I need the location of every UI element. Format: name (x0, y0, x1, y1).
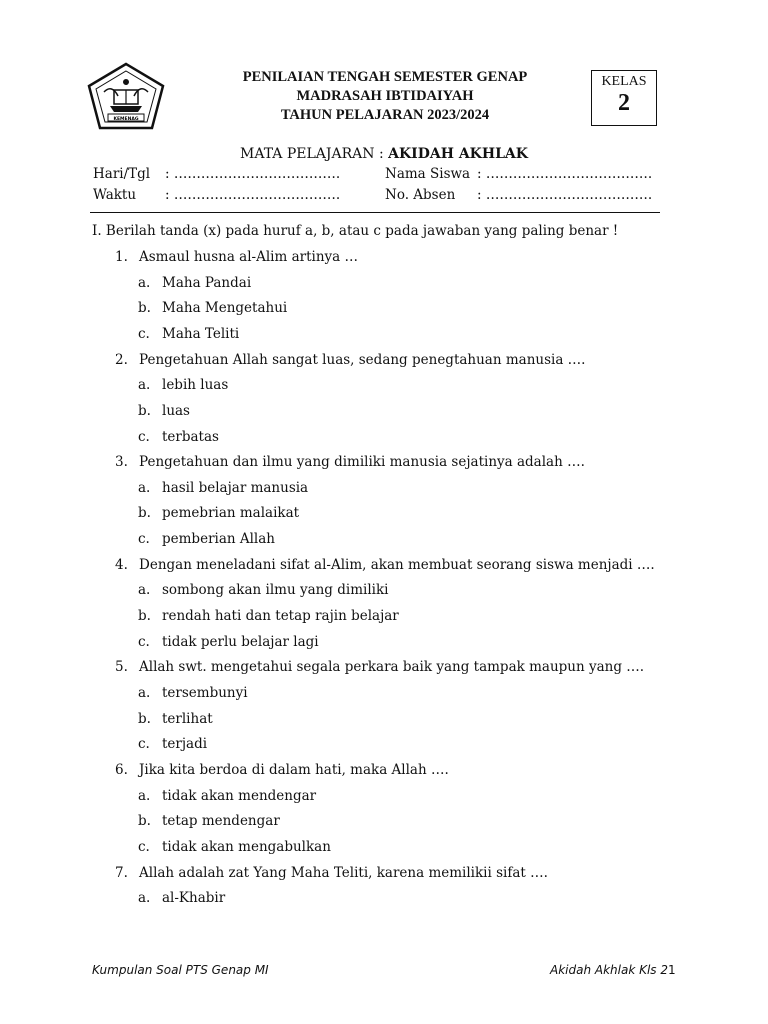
option-letter: c. (138, 736, 150, 752)
exam-header (170, 68, 600, 125)
option-letter: b. (138, 711, 151, 727)
option-text: tidak perlu belajar lagi (162, 634, 319, 650)
option-4b[interactable] (138, 608, 399, 624)
waktu-field[interactable]: : ………………………………. (165, 187, 341, 203)
option-5b[interactable] (138, 711, 213, 727)
option-text: tidak akan mengabulkan (162, 839, 331, 855)
option-1a[interactable] (138, 275, 251, 291)
option-7a[interactable] (138, 890, 225, 906)
question-number: 3. (115, 454, 128, 470)
option-text: Maha Teliti (162, 326, 240, 342)
instruction: I. Berilah tanda (x) pada huruf a, b, atau c pada jawaban yang paling benar ! (92, 223, 619, 239)
subject-line (0, 146, 768, 162)
question-text: Allah adalah zat Yang Maha Teliti, karena memilikii sifat …. (139, 865, 548, 881)
footer-right: Akidah Akhlak Kls 2 (550, 963, 669, 977)
option-text: al-Khabir (162, 890, 226, 906)
option-6a[interactable] (138, 788, 316, 804)
option-2b[interactable] (138, 403, 190, 419)
option-letter: c. (138, 531, 150, 547)
absen-field[interactable]: : ………………………………. (477, 187, 653, 203)
question-4 (115, 557, 655, 573)
question-3 (115, 454, 585, 470)
option-letter: c. (138, 326, 150, 342)
option-letter: b. (138, 813, 151, 829)
option-text: terbatas (162, 429, 219, 445)
option-5a[interactable] (138, 685, 248, 701)
option-letter: b. (138, 300, 151, 316)
question-text: Asmaul husna al-Alim artinya … (139, 249, 358, 265)
question-5 (115, 659, 644, 675)
kelas-label: KELAS (601, 74, 647, 89)
footer-left: Kumpulan Soal PTS Genap MI (92, 963, 269, 977)
option-letter: b. (138, 608, 151, 624)
option-text: tidak akan mendengar (162, 788, 317, 804)
option-letter: a. (138, 275, 151, 291)
option-letter: a. (138, 377, 151, 393)
option-6b[interactable] (138, 813, 280, 829)
option-text: pemberian Allah (162, 531, 275, 547)
question-2 (115, 352, 585, 368)
nama-label: Nama Siswa (385, 166, 471, 182)
logo-text: KEMENAG (113, 117, 139, 122)
option-letter: c. (138, 429, 150, 445)
option-6c[interactable] (138, 839, 331, 855)
option-letter: a. (138, 685, 151, 701)
subject-label: MATA PELAJARAN : (240, 146, 389, 162)
option-text: terlihat (162, 711, 213, 727)
option-text: luas (162, 403, 190, 419)
option-text: sombong akan ilmu yang dimiliki (162, 582, 389, 598)
option-2a[interactable] (138, 377, 228, 393)
question-7 (115, 865, 548, 881)
option-text: terjadi (162, 736, 208, 752)
option-text: Maha Mengetahui (162, 300, 288, 316)
waktu-label: Waktu (93, 187, 137, 203)
kelas-value: 2 (618, 90, 630, 116)
option-letter: b. (138, 403, 151, 419)
page-number: 1 (668, 963, 676, 977)
question-text: Pengetahuan Allah sangat luas, sedang penegtahuan manusia …. (139, 352, 586, 368)
option-3c[interactable] (138, 531, 275, 547)
question-text: Pengetahuan dan ilmu yang dimiliki manusia sejatinya adalah …. (139, 454, 585, 470)
question-6 (115, 762, 449, 778)
option-1c[interactable] (138, 326, 239, 342)
option-text: rendah hati dan tetap rajin belajar (162, 608, 399, 624)
question-number: 7. (115, 865, 128, 881)
option-2c[interactable] (138, 429, 219, 445)
option-letter: a. (138, 582, 151, 598)
question-text: Dengan meneladani sifat al-Alim, akan membuat seorang siswa menjadi …. (139, 557, 655, 573)
question-1 (115, 249, 358, 265)
option-5c[interactable] (138, 736, 207, 752)
question-number: 2. (115, 352, 128, 368)
option-4c[interactable] (138, 634, 319, 650)
option-3b[interactable] (138, 505, 299, 521)
question-number: 6. (115, 762, 128, 778)
option-1b[interactable] (138, 300, 287, 316)
question-text: Jika kita berdoa di dalam hati, maka Allah …. (139, 762, 449, 778)
subject-value: AKIDAH AKHLAK (388, 146, 528, 162)
hari-field[interactable]: : ………………………………. (165, 166, 341, 182)
question-number: 4. (115, 557, 128, 573)
question-number: 5. (115, 659, 128, 675)
header-line-2: MADRASAH IBTIDAIYAH (296, 88, 474, 104)
question-text: Allah swt. mengetahui segala perkara baik yang tampak maupun yang …. (139, 659, 645, 675)
option-text: hasil belajar manusia (162, 480, 309, 496)
option-letter: a. (138, 480, 151, 496)
option-4a[interactable] (138, 582, 388, 598)
option-letter: c. (138, 634, 150, 650)
kemenag-logo (86, 62, 166, 132)
option-text: tersembunyi (162, 685, 248, 701)
kelas-box (591, 70, 657, 126)
option-text: tetap mendengar (162, 813, 280, 829)
option-text: pemebrian malaikat (162, 505, 300, 521)
header-line-3: TAHUN PELAJARAN 2023/2024 (280, 107, 490, 123)
nama-field[interactable]: : ………………………………. (477, 166, 653, 182)
option-letter: b. (138, 505, 151, 521)
option-text: lebih luas (162, 377, 229, 393)
option-text: Maha Pandai (162, 275, 252, 291)
absen-label: No. Absen (385, 187, 456, 203)
option-3a[interactable] (138, 480, 308, 496)
header-line-1: PENILAIAN TENGAH SEMESTER GENAP (242, 69, 528, 85)
header-divider (90, 212, 660, 213)
option-letter: c. (138, 839, 150, 855)
question-number: 1. (115, 249, 128, 265)
option-letter: a. (138, 788, 151, 804)
hari-label: Hari/Tgl (93, 166, 151, 182)
option-letter: a. (138, 890, 151, 906)
